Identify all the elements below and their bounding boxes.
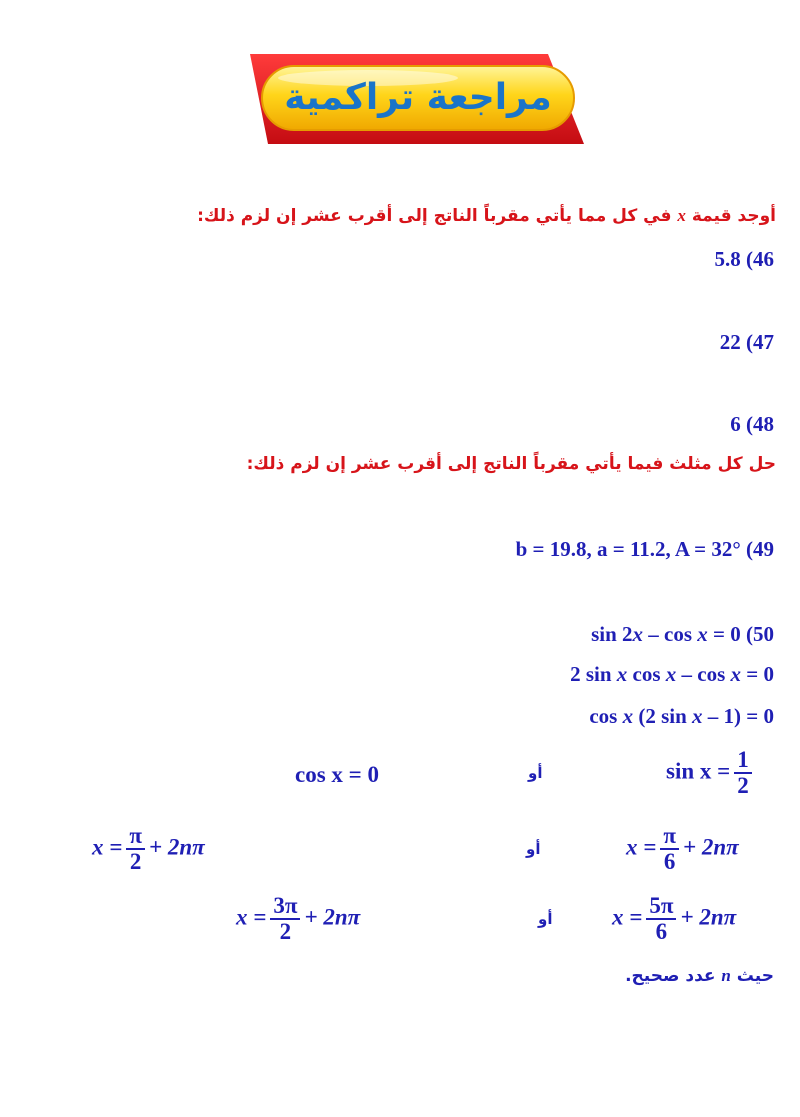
solution-pi-2: x = $\frac{\pi}{2}$ + 2nπ xyxy=(92,823,205,875)
solution-pi-6: x = $\frac{\pi}{6}$ + 2nπ xyxy=(626,823,739,875)
instruction-1-var: x xyxy=(677,206,686,225)
integer-note xyxy=(174,966,774,986)
instruction-1-prefix: أوجد قيمة xyxy=(685,206,776,226)
p50-num: 50 xyxy=(753,622,774,646)
eq-sin-half: sin x = $\frac{1}{2}$ xyxy=(666,748,756,798)
solution-3pi-2: x = $\frac{3\pi}{2}$ + 2nπ xyxy=(236,893,361,945)
instruction-1-suffix: في كل مما يأتي مقرباً الناتج إلى أقرب عشر إن لزم ذلك: xyxy=(197,206,678,226)
answer-48: 6 (48 xyxy=(730,412,774,436)
instruction-2: حل كل مثلث فيما يأتي مقرباً الناتج إلى أقرب عشر إن لزم ذلك: xyxy=(246,454,776,474)
answer-46-num: 46 xyxy=(753,247,774,271)
answer-48-num: 48 xyxy=(753,412,774,436)
p50-line1: sin 2x – cos x = 0 (50 xyxy=(591,622,774,646)
header-banner xyxy=(248,52,588,146)
instruction-1 xyxy=(36,206,776,226)
answer-47: 22 (47 xyxy=(719,330,774,354)
note-var: n xyxy=(721,966,731,985)
answer-49-value: b = 19.8, a = 11.2, A = 32° xyxy=(515,537,741,561)
solution-5pi-6: x = $\frac{5\pi}{6}$ + 2nπ xyxy=(612,893,737,945)
answer-49: b = 19.8, a = 11.2, A = 32° (49 xyxy=(515,537,774,561)
note-prefix: حيث xyxy=(730,966,774,986)
answer-47-num: 47 xyxy=(753,330,774,354)
page-title: مراجعة تراكمية xyxy=(284,77,552,118)
answer-46: 5.8 (46 xyxy=(714,247,774,271)
answer-49-num: 49 xyxy=(753,537,774,561)
answer-47-value: 22 xyxy=(719,330,741,354)
or-label-3: أو xyxy=(538,910,553,928)
note-suffix: عدد صحيح. xyxy=(625,966,722,986)
eq-cos-zero: cos x = 0 xyxy=(295,762,380,787)
or-label-1: أو xyxy=(528,764,543,782)
answer-46-value: 5.8 xyxy=(714,247,741,271)
p50-line2: 2 sin x cos x – cos x = 0 xyxy=(570,662,774,686)
answer-48-value: 6 xyxy=(730,412,741,436)
p50-line3: cos x (2 sin x – 1) = 0 xyxy=(589,704,774,728)
or-label-2: أو xyxy=(526,840,541,858)
